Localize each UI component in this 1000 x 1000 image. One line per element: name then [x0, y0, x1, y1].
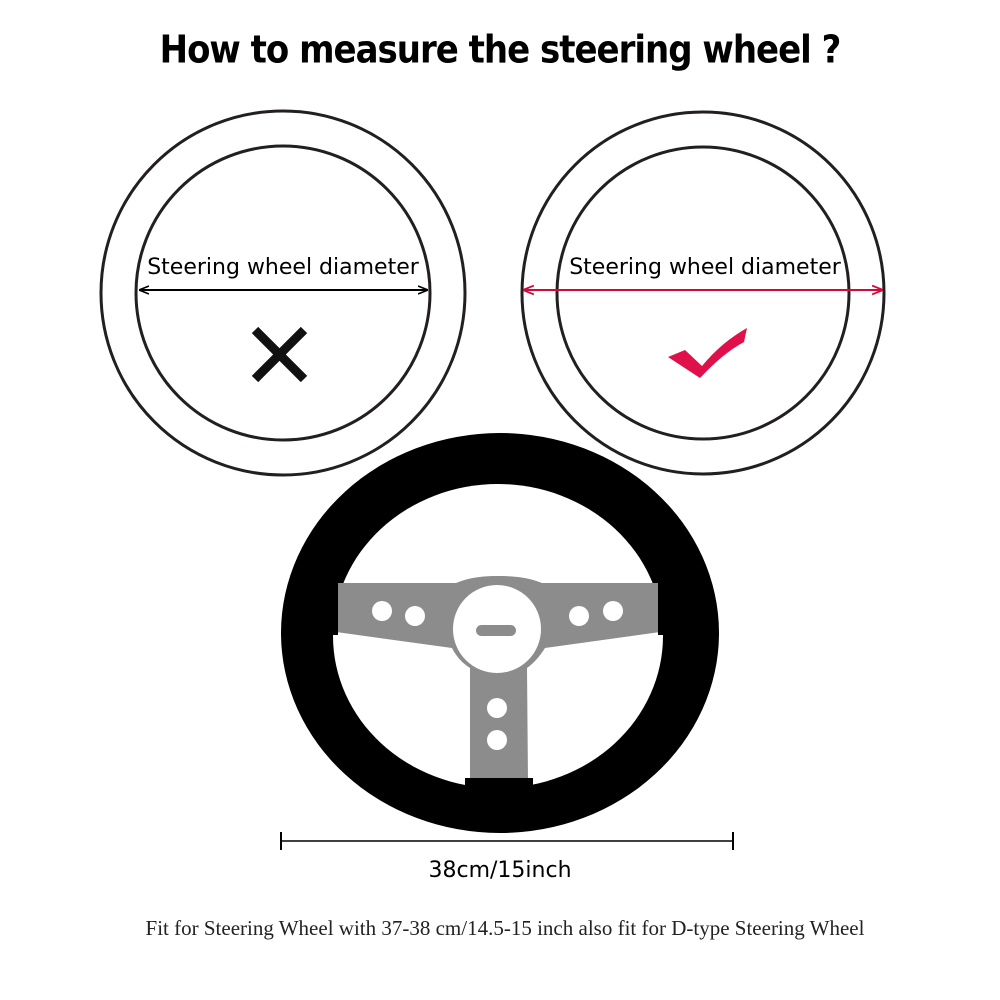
horn-slot [476, 625, 516, 636]
page-title: How to measure the steering wheel ? [159, 27, 841, 73]
wheel-dimension [281, 832, 733, 883]
spoke-hole [372, 601, 392, 621]
rim-joint-left [318, 581, 338, 635]
outer-rim-circle [101, 111, 465, 475]
wrong-measurement-example [101, 111, 465, 475]
spoke-hole [569, 606, 589, 626]
spoke-hole [487, 730, 507, 750]
diameter-label: Steering wheel diameter [147, 255, 419, 280]
outer-rim-circle [522, 112, 884, 474]
fit-caption: Fit for Steering Wheel with 37-38 cm/14.5-15 inch also fit for D-type Steering Wheel [145, 916, 865, 940]
dimension-label: 38cm/15inch [428, 858, 572, 883]
check-icon [668, 328, 747, 378]
correct-measurement-example [522, 112, 884, 474]
diameter-label: Steering wheel diameter [569, 255, 841, 280]
spoke-hole [603, 601, 623, 621]
rim-joint-right [658, 581, 678, 635]
spoke-hole [405, 606, 425, 626]
rim-joint-bottom [465, 778, 533, 800]
inner-rim-circle [557, 147, 849, 439]
inner-rim-circle [136, 146, 430, 440]
spoke-hole [487, 698, 507, 718]
cross-icon [255, 330, 304, 379]
steering-wheel-illustration [281, 433, 719, 833]
